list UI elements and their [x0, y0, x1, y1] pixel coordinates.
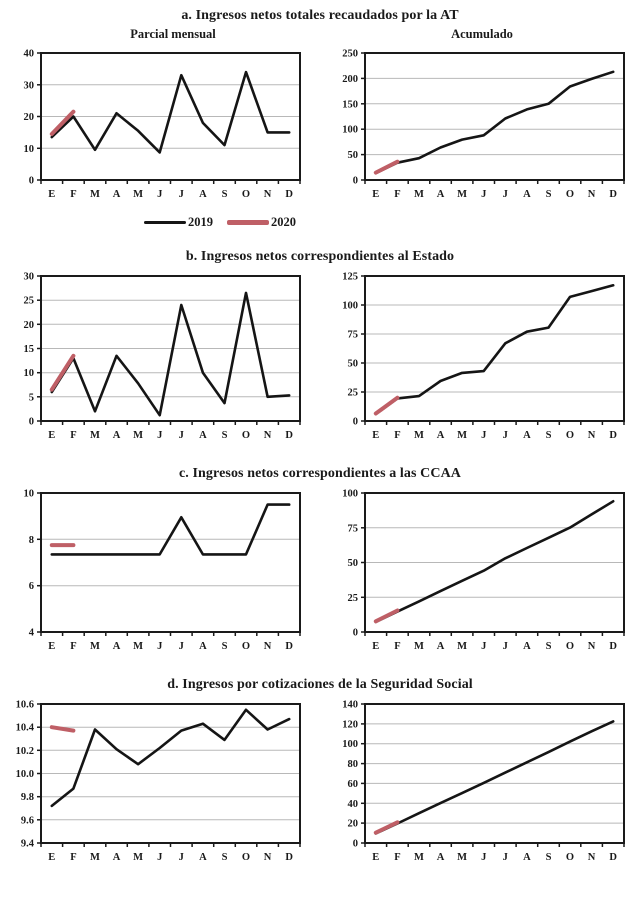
series-line-2020 [376, 398, 398, 414]
chart-d-right-svg [333, 697, 631, 867]
x-tick-label: O [241, 430, 251, 441]
section-c [0, 464, 640, 661]
x-tick-label: O [565, 852, 575, 863]
x-tick-label: F [70, 430, 77, 441]
x-tick-label: A [436, 430, 445, 441]
chart-a-left-svg [9, 46, 307, 204]
section-a-charts [0, 46, 640, 209]
x-tick-label: E [48, 430, 56, 441]
y-tick-label: 120 [342, 719, 358, 731]
x-tick-label: S [545, 852, 552, 863]
section-c-charts [0, 486, 640, 661]
y-tick-label: 200 [342, 73, 358, 85]
x-tick-label: M [414, 430, 424, 441]
x-tick-label: M [414, 189, 424, 200]
series-line-2019 [376, 721, 613, 833]
x-tick-label: J [502, 852, 508, 863]
y-tick-label: 25 [347, 387, 358, 399]
y-tick-label: 100 [342, 488, 358, 500]
y-tick-label: 0 [352, 175, 358, 187]
x-tick-label: N [587, 189, 596, 200]
legend-swatch-2019 [144, 221, 186, 224]
x-tick-label: D [285, 641, 293, 652]
x-tick-label: O [241, 189, 251, 200]
chart-c-cumulative [333, 486, 631, 661]
x-tick-label: S [545, 430, 552, 441]
x-tick-label: M [133, 189, 144, 200]
x-tick-label: M [133, 430, 144, 441]
x-tick-label: J [178, 189, 184, 200]
x-tick-label: J [502, 430, 508, 441]
x-tick-label: S [545, 189, 552, 200]
y-tick-label: 125 [342, 271, 358, 283]
x-tick-label: D [609, 852, 617, 863]
y-tick-label: 0 [352, 416, 358, 428]
y-tick-label: 100 [342, 124, 358, 136]
y-tick-label: 6 [28, 581, 34, 593]
x-tick-label: A [112, 852, 121, 863]
x-tick-label: M [90, 430, 100, 441]
y-tick-label: 75 [347, 523, 358, 535]
chart-a-cumulative [333, 46, 631, 209]
legend-swatch-2020 [227, 220, 269, 225]
chart-b-monthly [9, 269, 307, 450]
x-tick-label: J [157, 430, 163, 441]
y-tick-label: 0 [28, 175, 34, 187]
x-tick-label: A [112, 430, 121, 441]
y-tick-label: 25 [23, 295, 34, 307]
x-tick-label: D [285, 430, 293, 441]
x-tick-label: M [133, 852, 144, 863]
chart-d-left-svg [9, 697, 307, 867]
series-line-2020 [376, 611, 398, 622]
x-tick-label: A [199, 641, 207, 652]
chart-b-right-svg [333, 269, 631, 445]
section-d [0, 675, 640, 872]
x-tick-label: S [221, 189, 228, 200]
x-tick-label: A [523, 189, 531, 200]
x-tick-label: J [502, 189, 508, 200]
x-tick-label: M [457, 430, 468, 441]
x-tick-label: A [436, 641, 445, 652]
legend-label-2020: 2020 [271, 214, 296, 229]
x-tick-label: F [394, 430, 401, 441]
section-c-title: c. Ingresos netos correspondientes a las CCAA [178, 466, 462, 481]
y-tick-label: 10 [23, 488, 34, 500]
x-tick-label: E [48, 189, 56, 200]
x-tick-label: D [285, 189, 293, 200]
x-tick-label: J [481, 430, 487, 441]
x-tick-label: N [263, 852, 272, 863]
legend-item-2019 [144, 215, 213, 230]
y-tick-label: 10 [23, 143, 34, 155]
y-tick-label: 150 [342, 99, 358, 111]
plot-border [365, 704, 624, 843]
x-tick-label: F [70, 641, 77, 652]
x-tick-label: D [285, 852, 293, 863]
plot-border [365, 276, 624, 421]
chart-c-right-svg [333, 486, 631, 656]
chart-a-right-svg [333, 46, 631, 204]
x-tick-label: D [609, 641, 617, 652]
series-line-2020 [52, 112, 74, 134]
x-tick-label: S [545, 641, 552, 652]
x-tick-label: E [48, 852, 56, 863]
series-line-2019 [376, 72, 613, 173]
x-tick-label: E [372, 852, 380, 863]
series-line-2020 [376, 822, 398, 832]
x-tick-label: F [70, 852, 77, 863]
y-tick-label: 10 [23, 368, 34, 380]
x-tick-label: A [112, 641, 121, 652]
x-tick-label: M [90, 189, 100, 200]
x-tick-label: E [48, 641, 56, 652]
section-b-title: b. Ingresos netos correspondientes al Estado [185, 249, 455, 264]
x-tick-label: M [133, 641, 144, 652]
x-tick-label: J [157, 641, 163, 652]
y-tick-label: 15 [23, 344, 34, 355]
y-tick-label: 0 [352, 627, 358, 639]
x-tick-label: D [609, 189, 617, 200]
x-tick-label: O [241, 852, 251, 863]
series-line-2020 [52, 727, 74, 730]
x-tick-label: J [157, 852, 163, 863]
x-tick-label: S [221, 430, 228, 441]
x-tick-label: N [587, 852, 596, 863]
x-tick-label: J [481, 852, 487, 863]
x-tick-label: M [457, 189, 468, 200]
legend-item-2020 [227, 215, 296, 230]
x-tick-label: N [587, 430, 596, 441]
x-tick-label: A [199, 189, 207, 200]
x-tick-label: F [394, 852, 401, 863]
y-tick-label: 80 [347, 759, 358, 771]
y-tick-label: 100 [342, 300, 358, 312]
x-tick-label: A [199, 852, 207, 863]
x-tick-label: A [523, 430, 531, 441]
x-tick-label: O [565, 189, 575, 200]
series-line-2019 [52, 710, 289, 806]
y-tick-label: 30 [23, 80, 34, 92]
y-tick-label: 10.4 [15, 722, 34, 734]
x-tick-label: M [457, 852, 468, 863]
x-tick-label: J [157, 189, 163, 200]
x-tick-label: M [414, 641, 424, 652]
x-tick-label: S [221, 852, 228, 863]
x-tick-label: A [523, 641, 531, 652]
x-tick-label: J [481, 189, 487, 200]
section-d-title: d. Ingresos por cotizaciones de la Seguridad Social [167, 677, 473, 692]
legend [60, 211, 380, 233]
y-tick-label: 40 [347, 798, 358, 810]
y-tick-label: 100 [342, 739, 358, 751]
x-tick-label: F [394, 189, 401, 200]
x-tick-label: F [70, 189, 77, 200]
x-tick-label: A [199, 430, 207, 441]
chart-a-monthly [9, 46, 307, 209]
x-tick-label: O [241, 641, 251, 652]
x-tick-label: M [457, 641, 468, 652]
y-tick-label: 60 [347, 778, 358, 790]
chart-d-monthly [9, 697, 307, 872]
series-line-2020 [376, 162, 398, 173]
y-tick-label: 30 [23, 271, 34, 283]
series-line-2019 [52, 72, 289, 152]
y-tick-label: 0 [352, 838, 358, 850]
chart-b-cumulative [333, 269, 631, 450]
subtitle-acumulado: Acumulado [451, 27, 513, 41]
y-tick-label: 50 [347, 150, 358, 162]
y-tick-label: 10.6 [15, 699, 34, 711]
section-a [0, 6, 640, 233]
chart-b-left-svg [9, 269, 307, 445]
chart-d-cumulative [333, 697, 631, 872]
y-tick-label: 4 [28, 627, 34, 639]
y-tick-label: 8 [28, 534, 34, 546]
y-tick-label: 20 [23, 112, 34, 123]
x-tick-label: M [90, 641, 100, 652]
x-tick-label: O [565, 430, 575, 441]
y-tick-label: 20 [347, 818, 358, 830]
x-tick-label: N [587, 641, 596, 652]
series-line-2019 [376, 501, 613, 622]
y-tick-label: 0 [28, 416, 34, 428]
x-tick-label: J [502, 641, 508, 652]
chart-c-left-svg [9, 486, 307, 656]
x-tick-label: M [90, 852, 100, 863]
x-tick-label: J [481, 641, 487, 652]
x-tick-label: E [372, 641, 380, 652]
y-tick-label: 9.6 [20, 815, 34, 827]
plot-border [41, 493, 300, 632]
y-tick-label: 50 [347, 358, 358, 370]
section-b-charts [0, 269, 640, 450]
x-tick-label: D [609, 430, 617, 441]
y-tick-label: 9.4 [20, 838, 34, 850]
y-tick-label: 5 [28, 392, 34, 404]
section-b [0, 247, 640, 450]
x-tick-label: E [372, 430, 380, 441]
x-tick-label: J [178, 641, 184, 652]
series-line-2019 [52, 505, 289, 555]
x-tick-label: E [372, 189, 380, 200]
x-tick-label: A [436, 852, 445, 863]
x-tick-label: J [178, 852, 184, 863]
x-tick-label: M [414, 852, 424, 863]
y-tick-label: 9.8 [20, 792, 34, 804]
y-tick-label: 20 [23, 319, 34, 331]
y-tick-label: 40 [23, 48, 34, 60]
subtitle-parcial-mensual: Parcial mensual [130, 27, 216, 41]
x-tick-label: S [221, 641, 228, 652]
chart-c-monthly [9, 486, 307, 661]
section-d-charts [0, 697, 640, 872]
x-tick-label: N [263, 641, 272, 652]
y-tick-label: 10.0 [15, 769, 34, 780]
y-tick-label: 75 [347, 329, 358, 341]
y-tick-label: 140 [342, 699, 358, 711]
y-tick-label: 10.2 [15, 745, 34, 757]
y-tick-label: 25 [347, 592, 358, 604]
y-tick-label: 250 [342, 48, 358, 60]
x-tick-label: A [436, 189, 445, 200]
legend-label-2019: 2019 [188, 214, 213, 229]
x-tick-label: F [394, 641, 401, 652]
x-tick-label: O [565, 641, 575, 652]
x-tick-label: J [178, 430, 184, 441]
x-tick-label: A [112, 189, 121, 200]
x-tick-label: N [263, 430, 272, 441]
section-a-subtitles [0, 26, 640, 44]
x-tick-label: A [523, 852, 531, 863]
y-tick-label: 50 [347, 558, 358, 569]
x-tick-label: N [263, 189, 272, 200]
section-a-title: a. Ingresos netos totales recaudados por la AT [181, 8, 459, 23]
